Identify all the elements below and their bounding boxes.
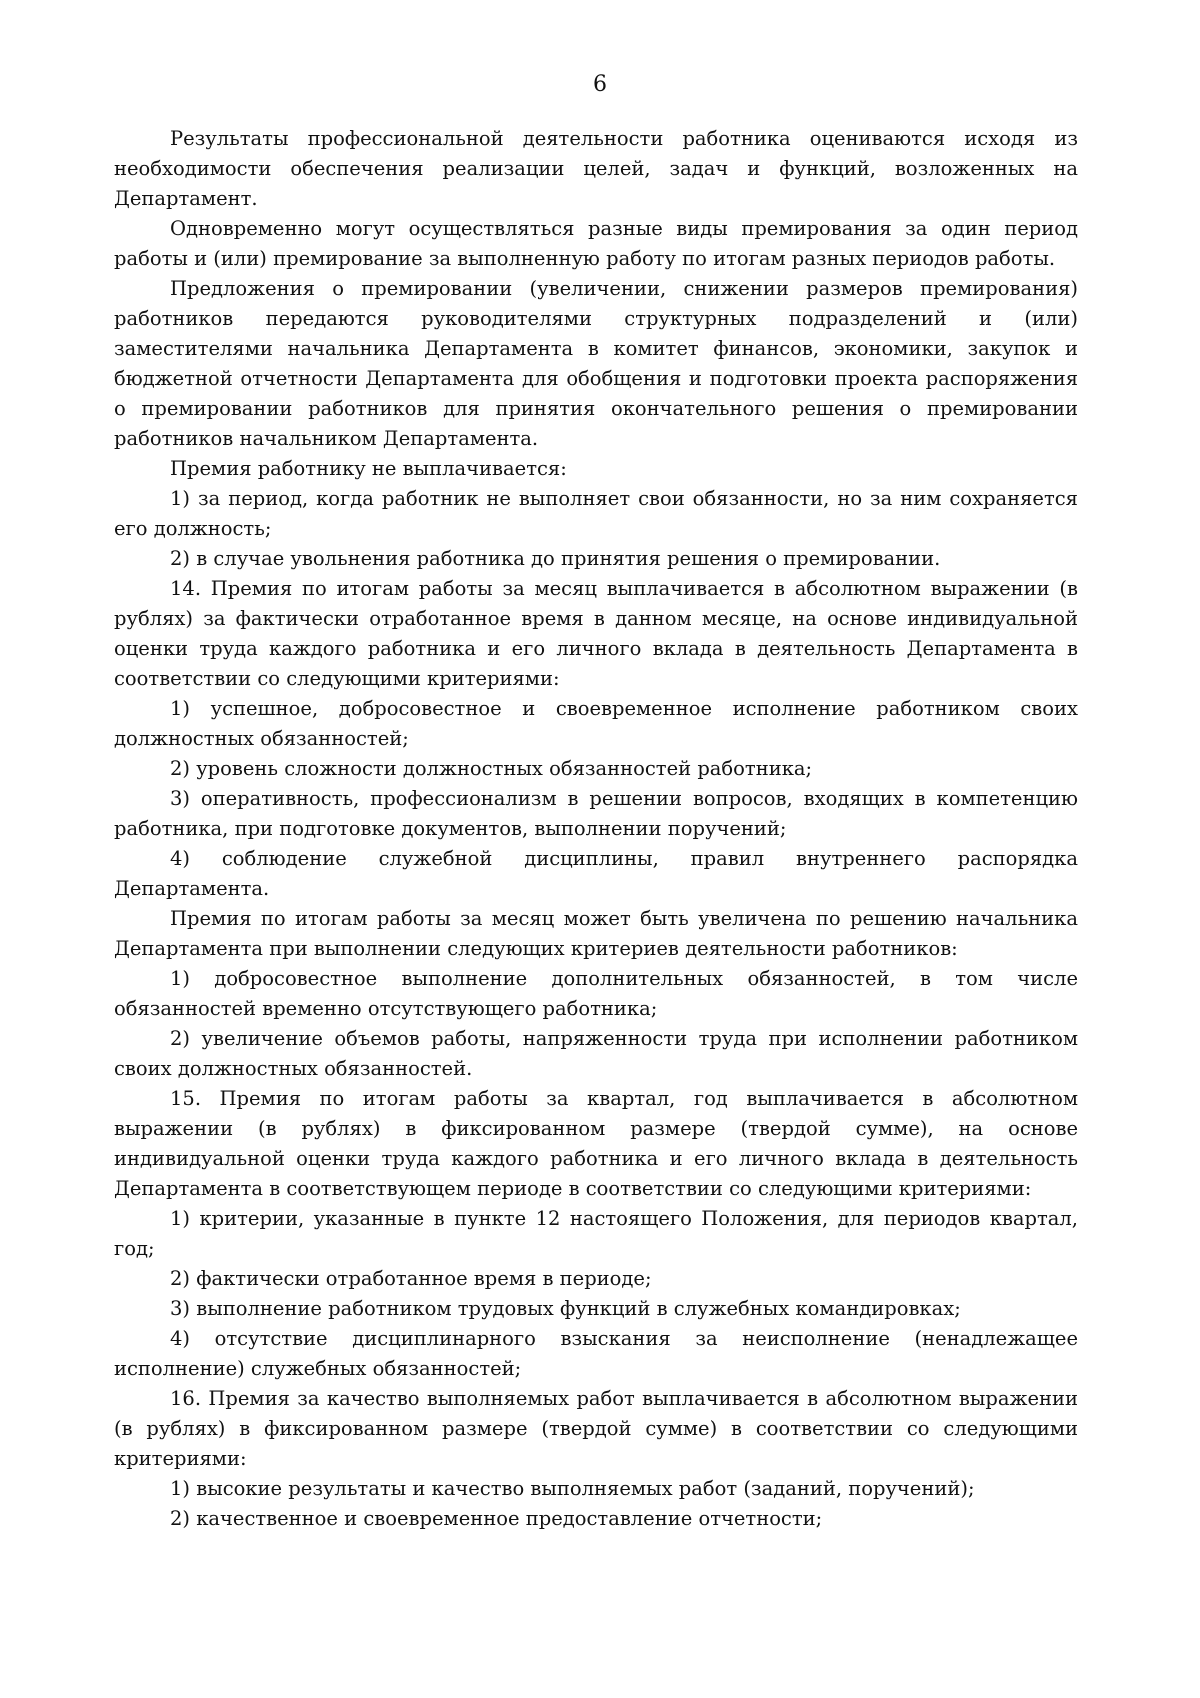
list-item: 3) оперативность, профессионализм в решении вопросов, входящих в компетенцию работника, при подготовке документов, выполнении поручений; [114, 787, 1078, 840]
list-item: 3) выполнение работником трудовых функций в служебных командировках; [170, 1297, 961, 1320]
list-item: 2) качественное и своевременное предоставление отчетности; [170, 1507, 823, 1530]
list-item: 4) отсутствие дисциплинарного взыскания за неисполнение (ненадлежащее исполнение) служебных обязанностей; [114, 1327, 1078, 1380]
list-item: 1) добросовестное выполнение дополнительных обязанностей, в том числе обязанностей временно отсутствующего работника; [114, 967, 1078, 1020]
list-item: 1) высокие результаты и качество выполняемых работ (заданий, поручений); [170, 1477, 975, 1500]
paragraph: 14. Премия по итогам работы за месяц выплачивается в абсолютном выражении (в рублях) за фактически отработанное время в данном месяце, на основе индивидуальной оценки труда каждого работника и его личного вклада в деятельность Департамента в соответствии со следующими критериями: [114, 577, 1078, 690]
list-item: 2) в случае увольнения работника до принятия решения о премировании. [170, 547, 941, 570]
list-item: 1) успешное, добросовестное и своевременное исполнение работником своих должностных обязанностей; [114, 697, 1078, 750]
paragraph: 15. Премия по итогам работы за квартал, год выплачивается в абсолютном выражении (в рублях) в фиксированном размере (твердой сумме), на основе индивидуальной оценки труда каждого работника и его личного вклада в деятельность Департамента в соответствующем периоде в соответствии со следующими критериями: [114, 1087, 1078, 1200]
list-item: 2) фактически отработанное время в периоде; [170, 1267, 652, 1290]
paragraph: Предложения о премировании (увеличении, снижении размеров премирования) работников передаются руководителями структурных подразделений и (или) заместителями начальника Департамента в комитет финансов, экономики, закупок и бюджетной отчетности Департамента для обобщения и подготовки проекта распоряжения о премировании работников для принятия окончательного решения о премировании работников начальником Департамента. [114, 277, 1078, 450]
paragraph: Результаты профессиональной деятельности работника оцениваются исходя из необходимости обеспечения реализации целей, задач и функций, возложенных на Департамент. [114, 127, 1078, 210]
list-item: 1) критерии, указанные в пункте 12 настоящего Положения, для периодов квартал, год; [114, 1207, 1078, 1260]
list-item: 4) соблюдение служебной дисциплины, правил внутреннего распорядка Департамента. [114, 847, 1078, 900]
paragraph: Премия работнику не выплачивается: [170, 457, 567, 480]
page-number: 6 [593, 72, 607, 97]
paragraph: Одновременно могут осуществляться разные виды премирования за один период работы и (или) премирование за выполненную работу по итогам разных периодов работы. [114, 217, 1078, 270]
paragraph: Премия по итогам работы за месяц может быть увеличена по решению начальника Департамента при выполнении следующих критериев деятельности работников: [114, 907, 1078, 960]
list-item: 2) уровень сложности должностных обязанностей работника; [170, 757, 813, 780]
list-item: 1) за период, когда работник не выполняет свои обязанности, но за ним сохраняется его должность; [114, 487, 1078, 540]
document-body [114, 124, 1078, 1534]
list-item: 2) увеличение объемов работы, напряженности труда при исполнении работником своих должностных обязанностей. [114, 1027, 1078, 1080]
paragraph: 16. Премия за качество выполняемых работ выплачивается в абсолютном выражении (в рублях) в фиксированном размере (твердой сумме) в соответствии со следующими критериями: [114, 1387, 1078, 1470]
